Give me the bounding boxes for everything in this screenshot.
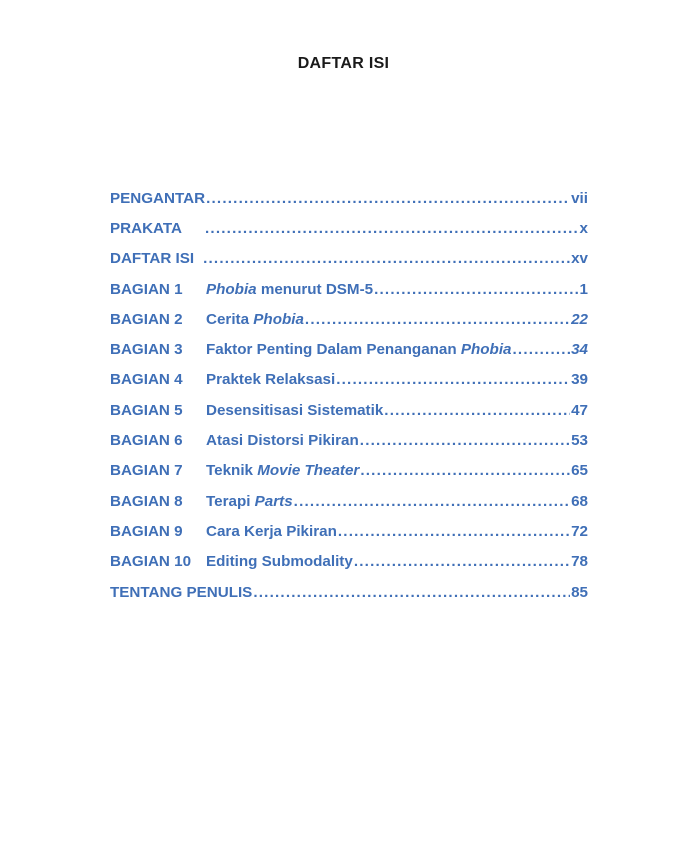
- toc-entry: [110, 547, 588, 577]
- toc-entry-page-number: x: [579, 219, 588, 237]
- toc-entry-title-part: Phobia: [460, 341, 512, 359]
- toc-entry-page-number: 39: [571, 371, 588, 389]
- toc-entry: [110, 213, 588, 243]
- toc-entry: [110, 456, 588, 486]
- toc-entry-page-number: 72: [571, 522, 588, 540]
- toc-entry-label: PRAKATA: [110, 219, 182, 237]
- dot-leader: [360, 462, 570, 479]
- dot-leader: [513, 341, 571, 358]
- dot-leader: [206, 190, 570, 207]
- toc-entry-label: BAGIAN 3: [110, 341, 183, 359]
- toc-entry-label: BAGIAN 8: [110, 492, 183, 510]
- toc-entry-title-part: Terapi: [206, 492, 255, 510]
- toc-entry-title-part: Editing Submodality: [206, 553, 353, 571]
- page-title: DAFTAR ISI: [297, 55, 390, 72]
- dot-leader: [374, 281, 578, 298]
- toc-entry: [110, 334, 588, 364]
- toc-entry-page-number: 47: [571, 401, 588, 419]
- toc-entry-title: [206, 402, 383, 419]
- toc-entry-title-part: Atasi Distorsi Pikiran: [206, 432, 359, 450]
- dot-leader: [253, 584, 570, 601]
- toc-entry-title: [206, 493, 293, 510]
- toc-entry: [110, 395, 588, 425]
- toc-entry-title-part: Faktor Penting Dalam Penanganan: [206, 341, 461, 359]
- toc-entry-title-part: menurut DSM-5: [256, 280, 374, 298]
- toc-entry: [110, 304, 588, 334]
- toc-entry-title: [206, 432, 359, 449]
- toc-entry-label: BAGIAN 4: [110, 371, 183, 389]
- toc-entry-title-part: Phobia: [253, 310, 304, 328]
- toc-entry-page-number: 1: [579, 280, 588, 298]
- toc-entry-title-part: Parts: [254, 492, 293, 510]
- toc-entry-title-part: Desensitisasi Sistematik: [206, 401, 384, 419]
- toc-entry-label: BAGIAN 7: [110, 462, 183, 480]
- dot-leader: [338, 523, 570, 540]
- toc-entry-title-part: Praktek Relaksasi: [206, 371, 336, 389]
- toc-entry-page-number: vii: [571, 189, 588, 207]
- toc-entry-label: PENGANTAR: [110, 189, 206, 207]
- toc-entry-title: [206, 523, 337, 540]
- toc-entry-title-part: Cerita: [206, 310, 254, 328]
- toc-entry-title-part: Cara Kerja Pikiran: [206, 522, 337, 540]
- toc-entry-label: BAGIAN 2: [110, 310, 183, 328]
- toc-entry-title: [206, 553, 353, 570]
- toc-entry-page-number: 78: [571, 553, 588, 571]
- toc-entry: [110, 577, 588, 607]
- dot-leader: [336, 371, 570, 388]
- toc-entry: [110, 516, 588, 546]
- toc-entry-page-number: 22: [571, 310, 588, 328]
- dot-leader: [203, 250, 570, 267]
- toc-entry: [110, 244, 588, 274]
- toc-entry-page-number: 65: [571, 462, 588, 480]
- toc-entry-page-number: 85: [571, 583, 588, 601]
- toc-entry-label: BAGIAN 5: [110, 401, 183, 419]
- toc-entry-label: BAGIAN 6: [110, 432, 183, 450]
- toc-entry: [110, 486, 588, 516]
- toc-entry-label: DAFTAR ISI: [110, 250, 195, 268]
- dot-leader: [354, 553, 570, 570]
- toc-entry-title: [206, 371, 335, 388]
- toc-entry-page-number: xv: [571, 250, 588, 268]
- toc-entry-page-number: 53: [571, 432, 588, 450]
- toc-entry-title: [206, 341, 512, 358]
- table-of-contents: [110, 183, 588, 607]
- dot-leader: [294, 493, 570, 510]
- toc-entry-label: BAGIAN 1: [110, 280, 183, 298]
- dot-leader: [305, 311, 570, 328]
- toc-entry-title: [206, 281, 373, 298]
- toc-entry-title-part: Teknik: [206, 462, 258, 480]
- toc-entry-label: TENTANG PENULIS: [110, 583, 253, 601]
- toc-entry-title-part: Movie Theater: [257, 462, 360, 480]
- toc-entry-label: BAGIAN 9: [110, 522, 183, 540]
- toc-entry: [110, 425, 588, 455]
- toc-entry-title: [206, 311, 304, 328]
- dot-leader: [360, 432, 570, 449]
- toc-entry: [110, 183, 588, 213]
- toc-entry-page-number: 34: [571, 341, 588, 359]
- toc-entry-page-number: 68: [571, 492, 588, 510]
- dot-leader: [205, 220, 579, 237]
- toc-entry: [110, 274, 588, 304]
- toc-entry-label: BAGIAN 10: [110, 553, 192, 571]
- dot-leader: [384, 402, 570, 419]
- toc-entry-title: [206, 462, 359, 479]
- toc-entry-title-part: Phobia: [206, 280, 257, 298]
- toc-entry: [110, 365, 588, 395]
